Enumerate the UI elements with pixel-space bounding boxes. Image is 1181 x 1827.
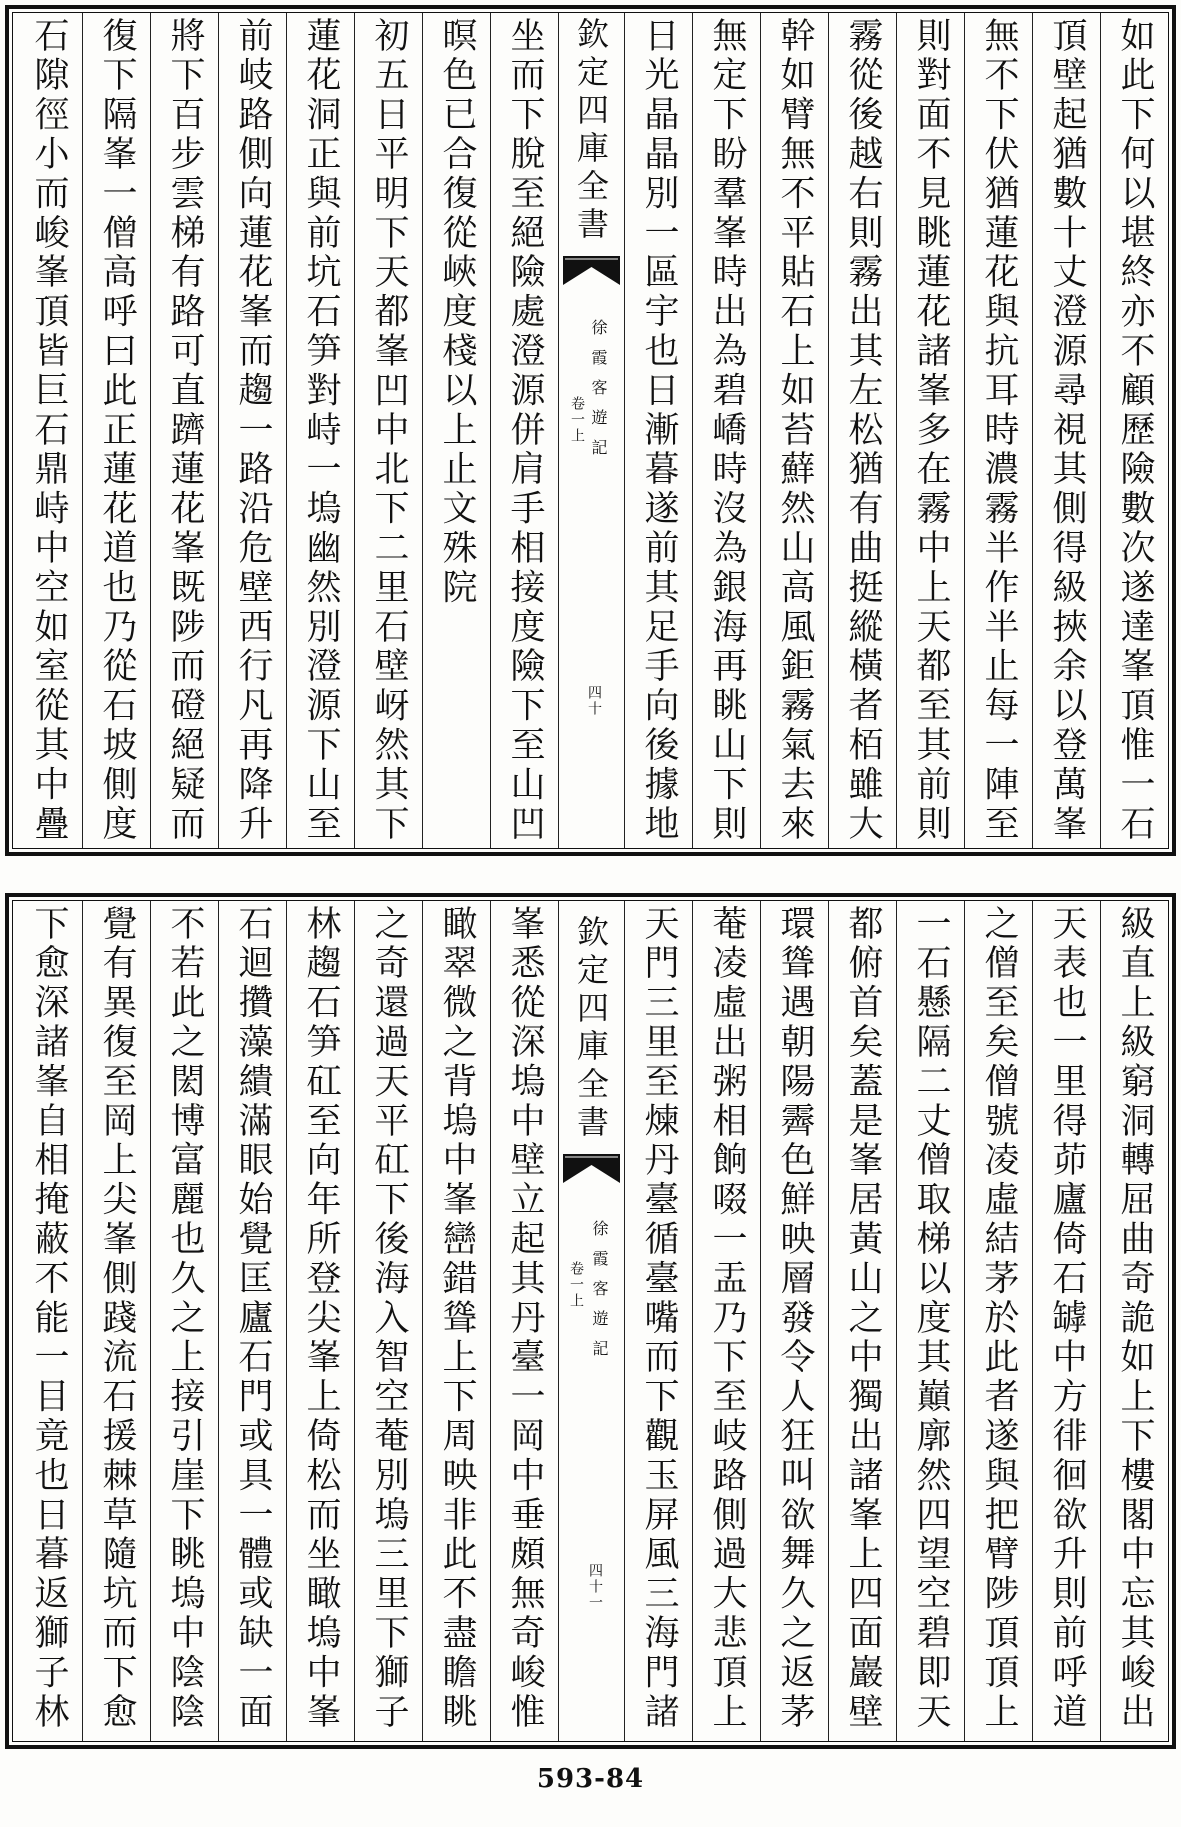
text-column: 無定下盼羣峯時出為碧嶠時沒為銀海再眺山下則 [692, 13, 760, 848]
text-column: 都俯首矣蓋是峯居黃山之中獨出諸峯上四面巖壁 [828, 901, 896, 1741]
page-panel-top [5, 5, 1176, 856]
text-column: 頂壁起猶數十丈澄源尋視其側得級挾余以登萬峯 [1032, 13, 1100, 848]
page-code: 593-84 [536, 1764, 645, 1794]
fold-series-title: 欽定四庫全書 [572, 915, 610, 1143]
text-column: 石迴攢藻繢滿眼始覺匡廬石門或具一體或缺一面 [218, 901, 286, 1741]
text-column: 無不下伏猶蓮花與抗耳時濃霧半作半止每一陣至 [964, 13, 1032, 848]
text-column: 菴凌虛出粥相餉啜一盂乃下至岐路側過大悲頂上 [692, 901, 760, 1741]
center-fold [558, 901, 624, 1741]
text-column: 級直上級窮洞轉屈曲奇詭如上下樓閣中忘其峻出 [1100, 901, 1168, 1741]
text-column: 天表也一里得茆廬倚石罅中方徘徊欲升則前呼道 [1032, 901, 1100, 1741]
page-panel-bottom [5, 893, 1176, 1749]
text-column: 下愈深諸峯自相掩蔽不能一目竟也日暮返獅子林 [29, 905, 69, 1733]
text-column: 如此下何以堪終亦不顧歷險數次遂達峯頂惟一石 [1100, 13, 1168, 848]
text-column: 石隙徑小而峻峯頂皆巨石鼎峙中空如室從其中疊 [29, 17, 69, 845]
text-column: 一石懸隔二丈僧取梯以度其巔廓然四望空碧即天 [896, 901, 964, 1741]
text-column: 暝色已合復從峽度棧以上止文殊院 [422, 13, 490, 848]
text-column: 峯悉從深塢中壁立起其丹臺一岡中垂頗無奇峻惟 [490, 901, 558, 1741]
fish-tail-ornament [563, 256, 620, 286]
text-column: 幹如臂無不平貼石上如苔蘚然山高風鉅霧氣去來 [760, 13, 828, 848]
text-column: 前岐路側向蓮花峯而趨一路沿危壁西行凡再降升 [218, 13, 286, 848]
text-column: 則對面不見眺蓮花諸峯多在霧中上天都至其前則 [896, 13, 964, 848]
fold-folio: 四十 [586, 685, 602, 717]
text-column: 之奇還過天平矼下後海入智空菴別塢三里下獅子 [354, 901, 422, 1741]
fold-folio: 四十一 [587, 1563, 603, 1611]
text-column: 林趨石笋矼至向年所登尖峯上倚松而坐瞰塢中峯 [286, 901, 354, 1741]
text-column: 覺有異復至岡上尖峯側踐流石援棘草隨坑而下愈 [82, 901, 150, 1741]
page-frame-bottom [12, 900, 1169, 1742]
text-column: 之僧至矣僧號凌虛結茅於此者遂與把臂陟頂頂上 [964, 901, 1032, 1741]
text-column: 初五日平明下天都峯凹中北下二里石壁岈然其下 [354, 13, 422, 848]
text-column: 不若此之閎博富麗也久之上接引崖下眺塢中陰陰 [150, 901, 218, 1741]
text-column: 天門三里至煉丹臺循臺嘴而下觀玉屏風三海門諸 [624, 901, 692, 1741]
fold-book-title: 徐霞客遊記 [590, 1220, 609, 1370]
fold-series-title: 欽定四庫全書 [572, 17, 610, 245]
text-column: 環聳遇朝陽霽色鮮映層發令人狂叫欲舞久之返茅 [760, 901, 828, 1741]
fold-book-title: 徐霞客遊記 [589, 319, 608, 469]
text-column: 復下隔峯一僧高呼曰此正蓮花道也乃從石坡側度 [82, 13, 150, 848]
text-column: 瞰翠微之背塢中峯巒錯聳上下周映非此不盡瞻眺 [422, 901, 490, 1741]
fold-volume: 卷一上 [568, 1261, 584, 1309]
fish-tail-ornament [563, 1154, 620, 1184]
text-column: 蓮花洞正與前坑石笋對峙一塢幽然別澄源下山至 [286, 13, 354, 848]
fold-volume: 卷一上 [569, 396, 585, 444]
text-column: 日光晶晶別一區宇也日漸暮遂前其足手向後據地 [624, 13, 692, 848]
center-fold [558, 13, 624, 848]
page-frame-top [12, 12, 1169, 849]
text-column: 霧從後越右則霧出其左松猶有曲挺縱橫者栢雖大 [828, 13, 896, 848]
text-column: 坐而下脫至絕險處澄源併肩手相接度險下至山凹 [490, 13, 558, 848]
text-column: 將下百步雲梯有路可直躋蓮花峯既陟而磴絕疑而 [150, 13, 218, 848]
